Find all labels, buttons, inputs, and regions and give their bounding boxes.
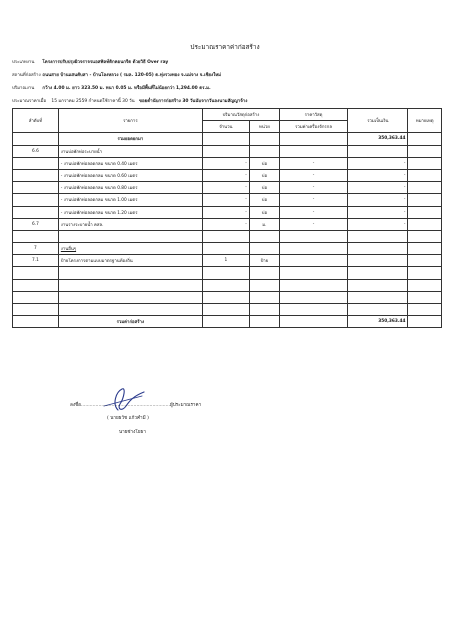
cell-total	[348, 291, 408, 303]
header-no: ลำดับที่	[13, 109, 59, 133]
table-row	[13, 169, 442, 181]
header-total: รวมเป็นเงิน	[348, 109, 408, 133]
cell-unit	[249, 145, 279, 157]
cell-no	[13, 206, 59, 218]
cell-qty: -	[202, 169, 249, 181]
cell-price	[279, 230, 347, 242]
cell-note	[408, 133, 442, 145]
cost-table	[12, 108, 442, 328]
cell-note	[408, 182, 442, 194]
handwritten-signature	[98, 384, 148, 414]
table-row	[13, 133, 442, 145]
cell-qty: 1	[202, 255, 249, 267]
table-header-row	[13, 109, 442, 121]
cell-qty	[202, 267, 249, 279]
cell-item: - งานบ่อพักท่อลอดกลม ขนาด 1.00 เมตร	[58, 194, 202, 206]
cell-note	[408, 206, 442, 218]
cell-note	[408, 291, 442, 303]
cell-qty	[202, 304, 249, 316]
cell-no	[13, 157, 59, 169]
project-type-label: ประเภทงาน	[12, 60, 35, 65]
cell-unit	[249, 133, 279, 145]
cell-item: รวมค่าก่อสร้าง	[58, 316, 202, 328]
cell-qty: -	[202, 182, 249, 194]
quantity-value: กว้าง 4.00 ม. ยาว 323.50 ม. หนา 0.05 ม. หรือมีพื้นที่ไม่น้อยกว่า 1,294.00 ตร.ม.	[42, 86, 211, 91]
cell-no: 7	[13, 243, 59, 255]
cell-note	[408, 279, 442, 291]
cell-price	[279, 243, 347, 255]
cell-qty: -	[202, 157, 249, 169]
signature-line	[70, 402, 201, 409]
cell-total: -	[348, 157, 408, 169]
table-total-row	[13, 316, 442, 328]
cell-note	[408, 243, 442, 255]
cell-note	[408, 230, 442, 242]
cell-note	[408, 169, 442, 181]
table-row	[13, 255, 442, 267]
cell-qty	[202, 145, 249, 157]
cell-qty: -	[202, 194, 249, 206]
cell-item	[58, 230, 202, 242]
cell-no	[13, 291, 59, 303]
cell-qty: -	[202, 206, 249, 218]
cell-note	[408, 157, 442, 169]
cell-item: รวมยอดยกมา	[58, 133, 202, 145]
table-row	[13, 206, 442, 218]
cell-total	[348, 243, 408, 255]
cell-unit	[249, 291, 279, 303]
header-price-group: ราคาวัสดุ	[279, 109, 347, 121]
cell-total	[348, 230, 408, 242]
estimate-tail: ขอยต่ำนับการก่อสร้าง 30 วันนับจากวันลงนามสัญญาจ้าง	[139, 99, 248, 104]
cell-unit: บ่อ	[249, 157, 279, 169]
cell-total: -	[348, 206, 408, 218]
header-qty: จำนวน	[202, 121, 249, 133]
cell-unit	[249, 316, 279, 328]
cell-note	[408, 304, 442, 316]
table-row	[13, 230, 442, 242]
table-row	[13, 243, 442, 255]
signer-role: ผู้ประมาณราคา	[170, 403, 202, 408]
sign-dots-left: ...............................	[80, 403, 127, 408]
cell-no	[13, 169, 59, 181]
page-title: ประมาณราคาค่าก่อสร้าง	[190, 43, 260, 51]
cell-unit: บ่อ	[249, 182, 279, 194]
signer-name: ( นายธวัช แก้วคำมี )	[107, 416, 149, 421]
quantity-label: ปริมาณงาน	[12, 86, 35, 91]
cell-no	[13, 316, 59, 328]
location-line	[12, 71, 221, 78]
cell-item: - งานบ่อพักท่อลอดกลม ขนาด 1.20 เมตร	[58, 206, 202, 218]
cell-total: -	[348, 194, 408, 206]
cell-price	[279, 133, 347, 145]
cell-unit	[249, 230, 279, 242]
cell-total	[348, 267, 408, 279]
cell-total	[348, 304, 408, 316]
cell-qty	[202, 133, 249, 145]
cell-item: งานบ่อพักท่อระบายน้ำ	[58, 145, 202, 157]
cell-item: งานรางระบายน้ำ คสล.	[58, 218, 202, 230]
cell-price	[279, 267, 347, 279]
cell-no	[13, 304, 59, 316]
project-type-value: โครงการปรับปรุงผิวจราจรแอสฟัลท์ติกคอนกรีต ด้วยวิธี Over ray	[42, 60, 169, 65]
cell-total	[348, 145, 408, 157]
cell-no: 6.7	[13, 218, 59, 230]
table-row	[13, 304, 442, 316]
cell-price	[279, 291, 347, 303]
cell-note	[408, 194, 442, 206]
cell-price: -	[279, 182, 347, 194]
cell-unit: บ่อ	[249, 194, 279, 206]
cell-no	[13, 267, 59, 279]
project-type-line	[12, 58, 168, 65]
table-row	[13, 267, 442, 279]
quantity-line	[12, 84, 211, 91]
location-label: สถานที่ก่อสร้าง	[12, 73, 41, 78]
cell-item: งานอื่นๆ	[58, 243, 202, 255]
cell-item	[58, 279, 202, 291]
cell-item	[58, 291, 202, 303]
sign-dots-right: ..............................	[126, 403, 171, 408]
table-row	[13, 291, 442, 303]
cell-price	[279, 316, 347, 328]
cell-note	[408, 316, 442, 328]
cell-note	[408, 255, 442, 267]
cell-qty	[202, 279, 249, 291]
cell-unit	[249, 279, 279, 291]
cell-no	[13, 182, 59, 194]
location-value: ถนนสาย บ้านแสนคับสา - บ้านโลงหลวง ( รมล. 120-05) ต.ทุ่งรวงทอง จ.แม่จาง จ.เชียงใหม่	[42, 73, 222, 78]
cell-item: - งานบ่อพักท่อลอดกลม ขนาด 0.40 เมตร	[58, 157, 202, 169]
cell-unit	[249, 304, 279, 316]
cell-total: -	[348, 169, 408, 181]
signer-position: นายช่างโยธา	[119, 430, 146, 435]
cell-total: -	[348, 182, 408, 194]
cell-no	[13, 133, 59, 145]
header-unit: หน่วย	[249, 121, 279, 133]
cell-total: -	[348, 218, 408, 230]
table-row	[13, 218, 442, 230]
cell-no	[13, 194, 59, 206]
cell-no	[13, 230, 59, 242]
estimate-line	[12, 97, 247, 104]
estimate-label: ประมาณราคาเมื่อ	[12, 99, 47, 104]
cell-unit: ม.	[249, 218, 279, 230]
cell-item: - งานบ่อพักท่อลอดกลม ขนาด 0.80 เมตร	[58, 182, 202, 194]
table-row	[13, 194, 442, 206]
estimate-value: 15 มกราคม 2559 กำหนดใช้ราคานี้ 30 วัน	[51, 99, 135, 104]
cell-price: -	[279, 218, 347, 230]
header-qty-group: ปริมาณวัสดุก่อสร้าง	[202, 109, 279, 121]
sign-prefix: ลงชื่อ	[70, 403, 81, 408]
cell-unit: ป้าย	[249, 255, 279, 267]
cell-note	[408, 267, 442, 279]
table-row	[13, 145, 442, 157]
cell-qty	[202, 291, 249, 303]
cell-price	[279, 279, 347, 291]
cell-no: 7.1	[13, 255, 59, 267]
cell-unit: บ่อ	[249, 169, 279, 181]
cell-total	[348, 279, 408, 291]
cell-unit	[249, 243, 279, 255]
cell-unit	[249, 267, 279, 279]
cell-price: -	[279, 194, 347, 206]
cell-item: - งานบ่อพักท่อลอดกลม ขนาด 0.60 เมตร	[58, 169, 202, 181]
cell-total: 350,363.44	[348, 133, 408, 145]
table-row	[13, 279, 442, 291]
cell-note	[408, 145, 442, 157]
cell-price: -	[279, 169, 347, 181]
cell-no: 6.6	[13, 145, 59, 157]
cell-price: -	[279, 206, 347, 218]
cell-price: -	[279, 157, 347, 169]
cell-total	[348, 255, 408, 267]
cell-qty	[202, 316, 249, 328]
cell-qty: -	[202, 218, 249, 230]
table-row	[13, 157, 442, 169]
cell-qty	[202, 243, 249, 255]
cell-unit: บ่อ	[249, 206, 279, 218]
table-row	[13, 182, 442, 194]
cell-no	[13, 279, 59, 291]
header-item: รายการ	[58, 109, 202, 133]
header-price: รวมค่าเครื่องจักรกล	[279, 121, 347, 133]
cell-qty	[202, 230, 249, 242]
cell-price	[279, 304, 347, 316]
cell-total: 350,363.44	[348, 316, 408, 328]
cell-note	[408, 218, 442, 230]
cell-price	[279, 145, 347, 157]
cell-item: ป้ายโครงการตามแบบมาตรฐานท้องถิ่น	[58, 255, 202, 267]
cell-item	[58, 304, 202, 316]
header-note: หมายเหตุ	[408, 109, 442, 133]
cell-price	[279, 255, 347, 267]
cell-item	[58, 267, 202, 279]
